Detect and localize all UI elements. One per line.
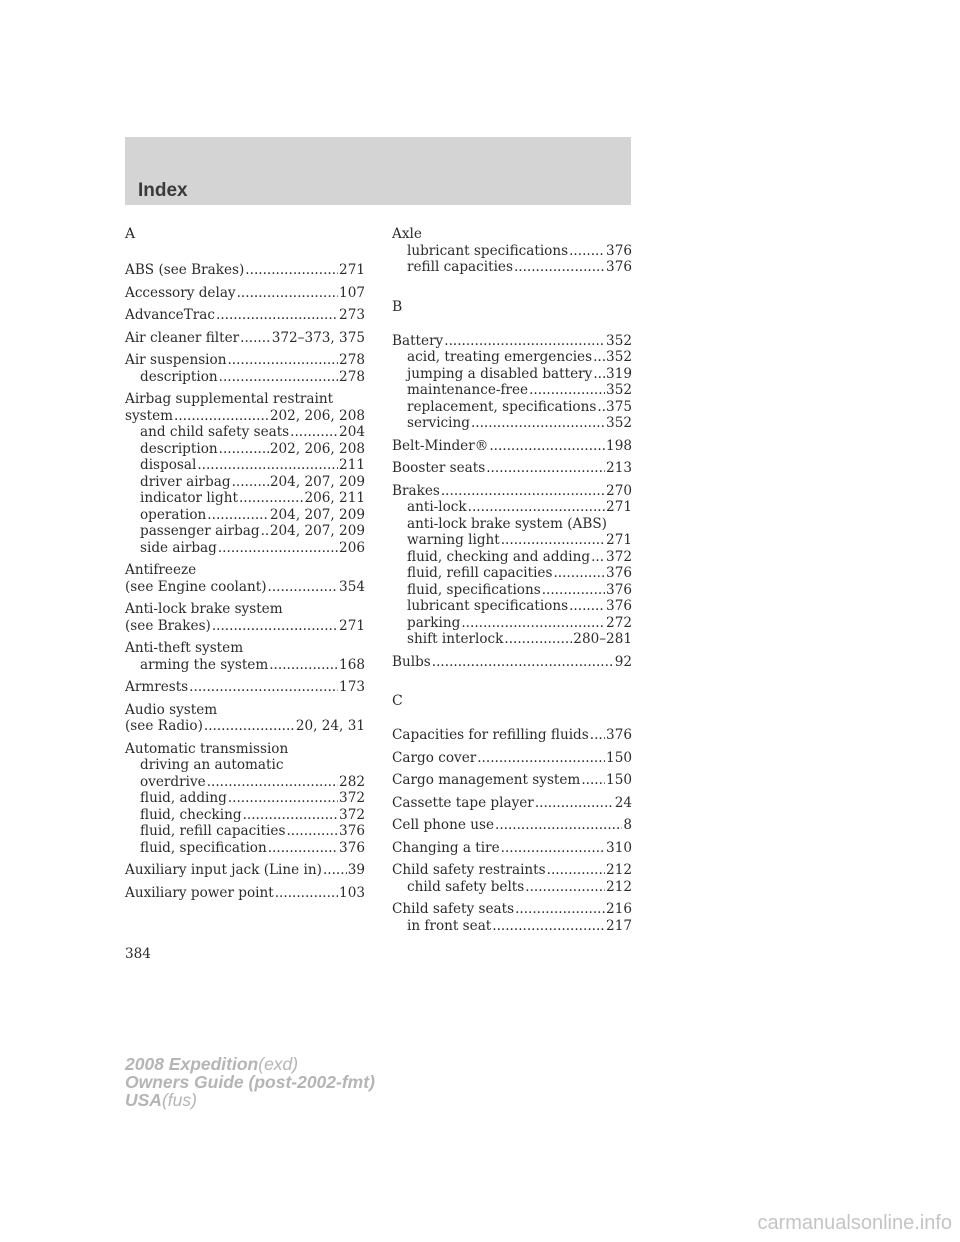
entry-term: side airbag [140, 539, 217, 556]
entry-page-ref: 204, 207, 209 [269, 473, 365, 490]
index-subentry-line [125, 757, 365, 774]
index-column-left [125, 226, 365, 907]
footer-model: 2008 Expedition [125, 1054, 259, 1074]
index-subentry-line [125, 507, 365, 524]
entry-term: acid, treating emergencies [407, 349, 593, 365]
entry-page-ref: 150 [606, 772, 632, 788]
entry-term: description [140, 440, 218, 457]
entry-page-ref: 376 [606, 259, 632, 275]
index-subentry-line [392, 499, 632, 516]
dot-leader [268, 840, 338, 857]
entry-term: (see Radio) [125, 718, 203, 734]
entry-page-ref: 376 [339, 839, 365, 856]
index-entry [125, 262, 365, 279]
index-entry-line [392, 333, 632, 350]
entry-term: lubricant specifications [407, 598, 569, 614]
entry-page-ref: 217 [606, 917, 632, 934]
index-subentry-line [392, 549, 632, 566]
entry-term: indicator light [140, 490, 238, 506]
entry-page-ref: 271 [606, 499, 632, 515]
dot-leader [525, 879, 605, 896]
dot-leader [228, 790, 338, 807]
entry-page-ref: 270 [606, 482, 632, 499]
entry-term: AdvanceTrac [125, 307, 215, 323]
index-subentry-line [125, 424, 365, 441]
index-entry-line [392, 460, 632, 477]
header-band [125, 137, 631, 205]
index-entry-line [125, 562, 365, 579]
dot-leader [581, 772, 605, 789]
entry-page-ref: 212 [606, 878, 632, 895]
entry-term: Child safety restraints [392, 862, 546, 878]
entry-term: and child safety seats [140, 424, 290, 440]
entry-term: Accessory delay [125, 284, 236, 301]
index-subentry-line [125, 369, 365, 386]
entry-page-ref: 204, 207, 209 [269, 523, 365, 539]
entry-term: Changing a tire [392, 839, 500, 856]
section-letter-b: B [392, 298, 403, 315]
dot-leader [553, 565, 605, 582]
index-entry-line [125, 679, 365, 696]
index-entry [392, 750, 632, 767]
dot-leader [444, 333, 605, 350]
entry-term: (see Brakes) [125, 617, 211, 634]
index-subentry-line [392, 382, 632, 399]
dot-leader [471, 415, 605, 432]
dot-leader [569, 598, 605, 615]
watermark: carmanualsonline.info [757, 1212, 952, 1234]
index-entry-line [392, 840, 632, 857]
index-entry [125, 391, 365, 556]
entry-term: Auxiliary power point [125, 884, 274, 901]
index-entry [125, 330, 365, 347]
entry-term: Anti-lock brake system [125, 601, 283, 617]
index-entry [125, 741, 365, 857]
entry-page-ref: 107 [339, 284, 365, 301]
entry-page-ref: 211 [339, 457, 365, 473]
entry-term: Brakes [392, 482, 440, 499]
entry-page-ref: 204 [339, 424, 365, 440]
index-entry-line [392, 750, 632, 767]
index-entry-line [392, 901, 632, 918]
entry-page-ref: 103 [339, 884, 365, 901]
index-subentry-line [125, 490, 365, 507]
index-entry-line [125, 391, 365, 408]
dot-leader [243, 807, 338, 824]
entry-page-ref: 216 [606, 901, 632, 917]
index-entry [392, 727, 632, 744]
entry-term: fluid, specification [140, 839, 267, 856]
footer-line-1 [125, 1055, 375, 1073]
dot-leader [569, 243, 605, 260]
entry-page-ref: 372 [339, 790, 365, 806]
entry-term: maintenance-free [407, 382, 529, 398]
index-entry-line [392, 817, 632, 834]
entry-page-ref: 168 [339, 656, 365, 673]
entry-page-ref: 376 [606, 598, 632, 614]
entry-term: Air cleaner filter [125, 329, 240, 346]
index-entry-line [125, 601, 365, 618]
dot-leader [461, 615, 605, 632]
index-subentry-line [392, 366, 632, 383]
dot-leader [232, 474, 269, 491]
footer-line-2: Owners Guide (post-2002-fmt) [125, 1072, 375, 1092]
entry-page-ref: 20, 24, 31 [295, 718, 365, 734]
index-entry [392, 795, 632, 812]
index-entry-line [125, 579, 365, 596]
dot-leader [268, 579, 339, 596]
entry-term: anti-lock brake system (ABS) [407, 515, 607, 532]
entry-term: driving an automatic [140, 757, 284, 773]
entry-page-ref: 372 [606, 548, 632, 565]
entry-term: servicing [407, 415, 470, 431]
entry-term: Cell phone use [392, 817, 494, 833]
index-subentry-line [125, 840, 365, 857]
index-subentry-line [392, 259, 632, 276]
index-entry-line [125, 262, 365, 279]
entry-term: arming the system [140, 656, 269, 673]
dot-leader [501, 840, 605, 857]
index-entry [392, 333, 632, 432]
entry-page-ref: 206, 211 [304, 490, 365, 506]
dot-leader [492, 918, 605, 935]
dot-leader [477, 750, 605, 767]
dot-leader [590, 727, 605, 744]
entry-page-ref: 352 [606, 332, 632, 349]
entry-term: Booster seats [392, 460, 486, 476]
dot-leader [501, 532, 605, 549]
index-entry-line [125, 307, 365, 324]
entry-term: driver airbag [140, 473, 231, 490]
entry-page-ref: 212 [606, 862, 632, 878]
entry-term: Child safety seats [392, 901, 515, 917]
index-subentry-line [125, 823, 365, 840]
index-entry [125, 862, 365, 879]
entry-page-ref: 24 [614, 794, 632, 811]
entry-term: Antifreeze [125, 562, 197, 578]
index-entry-line [125, 702, 365, 719]
entry-page-ref: 271 [339, 617, 365, 634]
entry-page-ref: 376 [339, 823, 365, 839]
entry-page-ref: 173 [339, 679, 365, 695]
dot-leader [218, 540, 338, 557]
footer-line-3 [125, 1091, 375, 1109]
entry-page-ref: 352 [606, 382, 632, 398]
dot-leader [219, 441, 269, 458]
index-entry [392, 438, 632, 455]
index-entry-line [392, 772, 632, 789]
index-subentry-line [125, 523, 365, 540]
dot-leader [212, 618, 338, 635]
dot-leader [597, 399, 605, 416]
index-subentry-line [392, 532, 632, 549]
index-entry [392, 862, 632, 895]
entry-page-ref: 273 [339, 307, 365, 323]
entry-page-ref: 272 [606, 614, 632, 631]
dot-leader [593, 349, 605, 366]
entry-term: Audio system [125, 701, 218, 718]
index-entry [125, 640, 365, 673]
index-entry [125, 679, 365, 696]
index-entry [125, 885, 365, 902]
index-entry [392, 460, 632, 477]
index-subentry-line [125, 457, 365, 474]
entry-page-ref: 376 [606, 581, 632, 598]
index-entry [392, 483, 632, 648]
entry-page-ref: 92 [614, 653, 632, 670]
entry-page-ref: 204, 207, 209 [269, 506, 365, 523]
index-subentry-line [125, 441, 365, 458]
footer-model-code: (exd) [258, 1054, 299, 1074]
entry-term: Belt-Minder® [392, 437, 489, 454]
index-entry-line [125, 618, 365, 635]
index-entry [125, 601, 365, 634]
dot-leader [547, 862, 605, 879]
dot-leader [486, 460, 605, 477]
dot-leader [323, 862, 347, 879]
index-subentry-line [392, 349, 632, 366]
index-entry-line [392, 727, 632, 744]
entry-term: system [125, 407, 174, 424]
entry-page-ref: 8 [623, 817, 632, 833]
dot-leader [207, 507, 269, 524]
index-entry [125, 562, 365, 595]
dot-leader [535, 795, 614, 812]
entry-term: fluid, checking and adding [407, 548, 591, 565]
entry-term: jumping a disabled battery [407, 365, 593, 382]
dot-leader [468, 499, 605, 516]
entry-term: Air suspension [125, 352, 227, 368]
index-entry [392, 654, 632, 671]
index-subentry-line [392, 415, 632, 432]
index-subentry-line [392, 516, 632, 533]
index-entry-line [392, 795, 632, 812]
entry-page-ref: 282 [339, 773, 365, 790]
entry-term: Cargo management system [392, 772, 581, 788]
entry-term: Cargo cover [392, 749, 477, 766]
entry-page-ref: 354 [339, 578, 365, 595]
entry-term: refill capacities [407, 259, 513, 275]
entry-page-ref: 376 [606, 242, 632, 259]
index-entry-line [392, 862, 632, 879]
dot-leader [189, 679, 338, 696]
entry-term: Bulbs [392, 653, 431, 670]
entry-term: fluid, refill capacities [407, 565, 553, 581]
dot-leader [514, 259, 605, 276]
footer-market: USA [125, 1090, 162, 1110]
index-entry-line [125, 885, 365, 902]
index-entry [125, 307, 365, 324]
section-letter-a: A [125, 226, 136, 242]
index-subentry-line [125, 657, 365, 674]
index-subentry-line [125, 807, 365, 824]
entry-page-ref: 310 [606, 839, 632, 856]
dot-leader [174, 408, 269, 425]
dot-leader [441, 483, 605, 500]
entry-page-ref: 150 [606, 749, 632, 766]
dot-leader [245, 262, 338, 279]
index-subentry-line [392, 879, 632, 896]
entry-term: Battery [392, 332, 444, 349]
dot-leader [593, 366, 605, 383]
entry-term: shift interlock [407, 631, 504, 647]
entry-term: description [140, 368, 218, 385]
entry-term: in front seat [407, 917, 492, 934]
index-entry [125, 285, 365, 302]
entry-page-ref: 213 [606, 460, 632, 476]
index-entry [392, 817, 632, 834]
index-column-right [392, 226, 632, 940]
index-entry-line [125, 862, 365, 879]
index-entry [392, 772, 632, 789]
dot-leader [207, 774, 338, 791]
index-entry [392, 840, 632, 857]
entry-page-ref: 278 [339, 368, 365, 385]
dot-leader [495, 817, 622, 834]
index-subentry-line [392, 565, 632, 582]
dot-leader [591, 549, 605, 566]
dot-leader [204, 718, 295, 735]
entry-page-ref: 271 [339, 262, 365, 278]
dot-leader [227, 352, 338, 369]
entry-page-ref: 372–373, 375 [271, 329, 365, 346]
dot-leader [286, 823, 338, 840]
entry-term: Auxiliary input jack (Line in) [125, 862, 322, 878]
index-entry-line [125, 718, 365, 735]
index-entry-line [125, 741, 365, 758]
entry-page-ref: 202, 206, 208 [269, 407, 365, 424]
entry-term: disposal [140, 457, 197, 473]
dot-leader [504, 631, 572, 648]
dot-leader [515, 901, 605, 918]
index-entry-line [125, 352, 365, 369]
dot-leader [239, 490, 304, 507]
entry-term: Capacities for refilling fluids [392, 727, 589, 743]
entry-page-ref: 319 [606, 365, 632, 382]
index-entry-line [125, 640, 365, 657]
dot-leader [542, 582, 605, 599]
index-entry [125, 702, 365, 735]
entry-page-ref: 352 [606, 349, 632, 365]
entry-term: parking [407, 614, 461, 631]
footer-market-code: (fus) [161, 1090, 197, 1110]
index-entry-line [125, 330, 365, 347]
index-subentry-line [125, 774, 365, 791]
entry-term: child safety belts [407, 878, 525, 895]
dot-leader [489, 438, 605, 455]
index-entry-line [125, 408, 365, 425]
dot-leader [269, 657, 338, 674]
entry-page-ref: 198 [606, 437, 632, 454]
index-entry [125, 352, 365, 385]
entry-term: Axle [392, 226, 422, 242]
entry-term: Airbag supplemental restraint [125, 391, 334, 407]
entry-page-ref: 372 [339, 806, 365, 823]
entry-term: Armrests [125, 679, 189, 695]
entry-page-ref: 280–281 [573, 631, 632, 647]
entry-term: fluid, specifications [407, 581, 541, 598]
entry-page-ref: 271 [606, 532, 632, 548]
dot-leader [261, 523, 269, 540]
entry-page-ref: 206 [339, 539, 365, 556]
entry-term: (see Engine coolant) [125, 578, 267, 595]
entry-page-ref: 376 [606, 565, 632, 581]
entry-term: Cassette tape player [392, 794, 534, 811]
entry-page-ref: 352 [606, 415, 632, 431]
dot-leader [216, 307, 338, 324]
entry-term: operation [140, 506, 207, 523]
index-entry-line [125, 285, 365, 302]
index-subentry-line [392, 243, 632, 260]
index-entry-line [392, 226, 632, 243]
index-subentry-line [125, 790, 365, 807]
index-subentry-line [392, 598, 632, 615]
dot-leader [240, 330, 271, 347]
dot-leader [290, 424, 338, 441]
index-subentry-line [125, 540, 365, 557]
entry-page-ref: 202, 206, 208 [269, 440, 365, 457]
dot-leader [275, 885, 338, 902]
page-number: 384 [125, 946, 151, 962]
index-subentry-line [392, 615, 632, 632]
entry-page-ref: 375 [606, 398, 632, 415]
entry-page-ref: 376 [606, 727, 632, 743]
entry-term: ABS (see Brakes) [125, 262, 245, 278]
index-subentry-line [392, 918, 632, 935]
entry-term: lubricant specifications [407, 242, 569, 259]
entry-page-ref: 278 [339, 352, 365, 368]
entry-page-ref: 39 [347, 862, 365, 878]
entry-term: fluid, adding [140, 790, 227, 806]
index-entry-line [392, 438, 632, 455]
index-subentry-line [392, 582, 632, 599]
entry-term: fluid, checking [140, 806, 242, 823]
entry-term: fluid, refill capacities [140, 823, 286, 839]
entry-term: Anti-theft system [125, 640, 244, 656]
entry-term: warning light [407, 532, 500, 548]
entry-term: anti-lock [407, 499, 467, 515]
dot-leader [529, 382, 605, 399]
entry-term: overdrive [140, 773, 206, 790]
dot-leader [432, 654, 614, 671]
dot-leader [197, 457, 338, 474]
footer-imprint [125, 1055, 375, 1109]
index-entry-line [392, 483, 632, 500]
index-subentry-line [392, 399, 632, 416]
dot-leader [219, 369, 338, 386]
index-entry-line [392, 654, 632, 671]
index-entry [392, 226, 632, 276]
dot-leader [237, 285, 338, 302]
entry-term: passenger airbag [140, 523, 260, 539]
index-subentry-line [125, 474, 365, 491]
page-title: Index [138, 180, 188, 201]
section-letter-c: C [392, 693, 403, 709]
index-subentry-line [392, 631, 632, 648]
entry-term: Automatic transmission [125, 740, 289, 757]
entry-term: replacement, specifications [407, 398, 597, 415]
index-entry [392, 901, 632, 934]
